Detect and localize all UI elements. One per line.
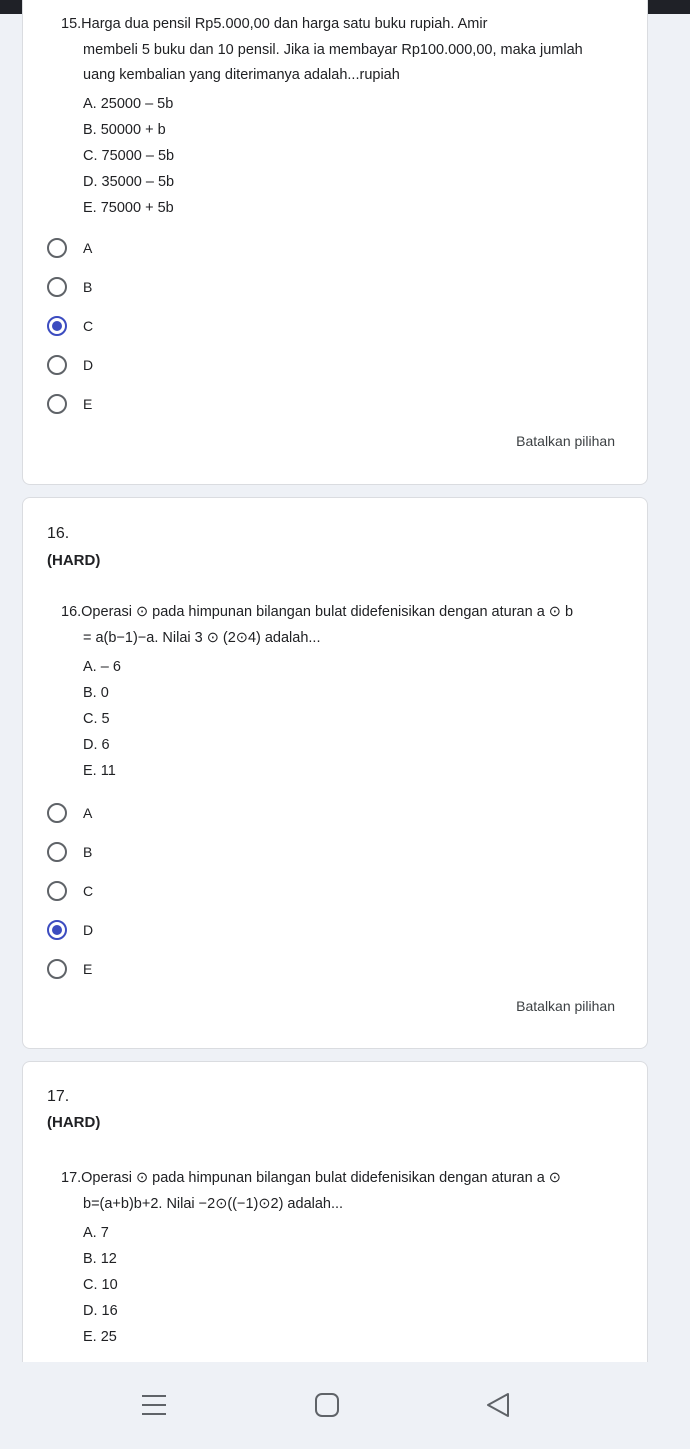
question-card-17 (22, 1061, 648, 1381)
question-text-line: 17.Operasi ⊙ pada himpunan bilangan bulat didefenisikan dengan aturan a ⊙ (61, 1170, 561, 1186)
choice-text: C. 75000 – 5b (83, 148, 175, 164)
radio-option-b[interactable] (47, 267, 93, 306)
choice-text: D. 16 (83, 1303, 118, 1319)
radio-button[interactable] (47, 881, 67, 901)
radio-button-selected[interactable] (47, 920, 67, 940)
question-card-15 (22, 0, 648, 485)
radio-button[interactable] (47, 842, 67, 862)
difficulty-tag: (HARD) (47, 552, 101, 569)
choice-text: C. 5 (83, 711, 110, 727)
radio-button[interactable] (47, 355, 67, 375)
radio-group-15 (47, 228, 93, 423)
radio-button-selected[interactable] (47, 316, 67, 336)
back-icon[interactable] (476, 1390, 520, 1420)
radio-dot (52, 321, 62, 331)
menu-icon[interactable] (132, 1390, 176, 1420)
choice-text: E. 25 (83, 1329, 117, 1345)
radio-option-b[interactable] (47, 832, 93, 871)
radio-option-e[interactable] (47, 949, 93, 988)
home-icon[interactable] (305, 1390, 349, 1420)
question-text-line: 16.Operasi ⊙ pada himpunan bilangan bulat didefenisikan dengan aturan a ⊙ b (61, 604, 574, 620)
choice-text: D. 35000 – 5b (83, 174, 175, 190)
question-text-line: membeli 5 buku dan 10 pensil. Jika ia membayar Rp100.000,00, maka jumlah (83, 41, 583, 58)
radio-label: B (83, 278, 93, 295)
choice-text: E. 11 (83, 763, 116, 779)
answer-choices-15 (83, 91, 174, 221)
radio-label: C (83, 882, 94, 899)
system-navigation-bar (0, 1362, 690, 1449)
radio-label: D (83, 356, 94, 373)
radio-label: D (83, 921, 94, 938)
question-card-16 (22, 497, 648, 1049)
radio-label: C (83, 317, 94, 334)
question-text-line: uang kembalian yang diterimanya adalah...rupiah (83, 67, 400, 83)
question-text-line: = a(b−1)−a. Nilai 3 ⊙ (2⊙4) adalah... (83, 629, 321, 646)
radio-option-d[interactable] (47, 345, 93, 384)
question-text-16 (61, 600, 609, 651)
radio-option-c[interactable] (47, 871, 93, 910)
choice-text: D. 6 (83, 737, 110, 753)
radio-button[interactable] (47, 803, 67, 823)
radio-option-d[interactable] (47, 910, 93, 949)
radio-label: E (83, 960, 93, 977)
difficulty-tag: (HARD) (47, 1114, 101, 1131)
radio-label: E (83, 395, 93, 412)
clear-selection-button[interactable]: Batalkan pilihan (516, 998, 615, 1014)
choice-text: B. 12 (83, 1251, 117, 1267)
radio-option-e[interactable] (47, 384, 93, 423)
radio-button[interactable] (47, 238, 67, 258)
choice-text: B. 50000 + b (83, 122, 166, 138)
question-text-line: b=(a+b)b+2. Nilai −2⊙((−1)⊙2) adalah... (83, 1195, 344, 1212)
radio-group-16 (47, 793, 93, 988)
question-text-17 (61, 1166, 609, 1217)
clear-selection-button[interactable]: Batalkan pilihan (516, 433, 615, 449)
radio-label: A (83, 239, 93, 256)
choice-text: A. 7 (83, 1225, 109, 1241)
question-number: 16. (47, 525, 70, 542)
radio-label: B (83, 843, 93, 860)
radio-button[interactable] (47, 277, 67, 297)
question-number: 17. (47, 1088, 70, 1105)
choice-text: B. 0 (83, 685, 109, 701)
question-text-15 (61, 12, 609, 89)
choice-text: A. – 6 (83, 659, 121, 675)
radio-dot (52, 925, 62, 935)
choice-text: E. 75000 + 5b (83, 200, 174, 216)
radio-option-a[interactable] (47, 228, 93, 267)
choice-text: A. 25000 – 5b (83, 96, 174, 112)
answer-choices-17 (83, 1220, 118, 1350)
radio-button[interactable] (47, 959, 67, 979)
question-text-line: 15.Harga dua pensil Rp5.000,00 dan harga satu buku rupiah. Amir (61, 16, 488, 32)
radio-option-c[interactable] (47, 306, 93, 345)
radio-button[interactable] (47, 394, 67, 414)
choice-text: C. 10 (83, 1277, 118, 1293)
radio-label: A (83, 804, 93, 821)
radio-option-a[interactable] (47, 793, 93, 832)
answer-choices-16 (83, 654, 121, 784)
